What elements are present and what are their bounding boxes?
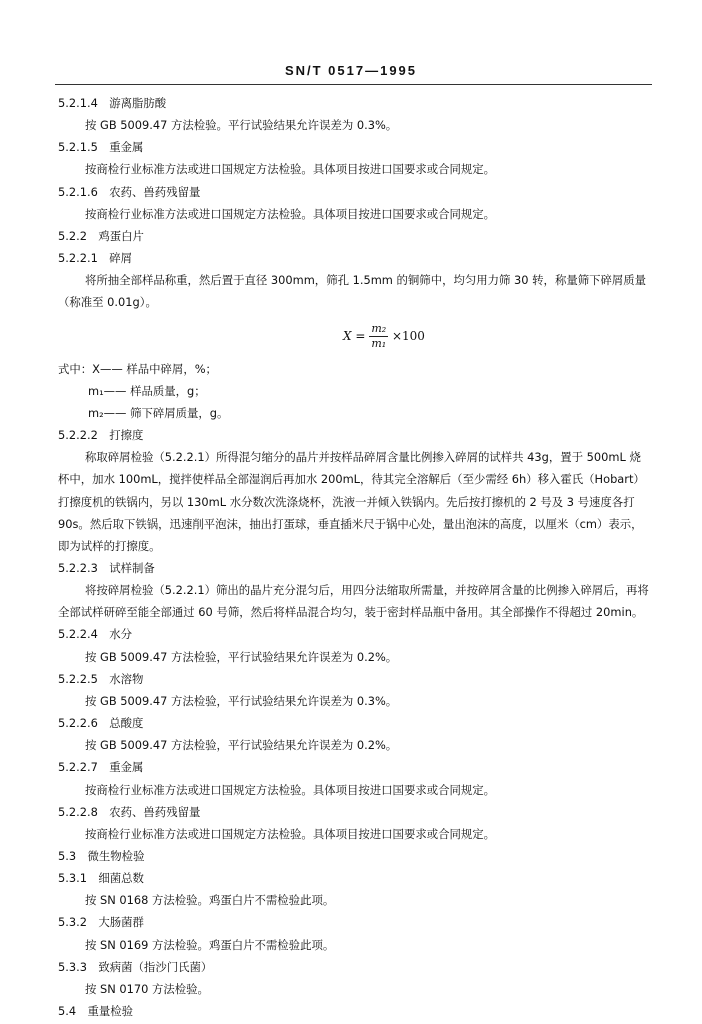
header-rule: [55, 84, 652, 85]
formula-legend-item: m₂—— 筛下碎屑质量，g。: [88, 405, 229, 420]
formula-lhs: X: [343, 328, 352, 343]
body-text: 按商检行业标准方法或进口国规定方法检验。具体项目按进口国要求或合同规定。: [85, 826, 496, 841]
body-paragraph: 称取碎屑检验（5.2.2.1）所得混匀缩分的晶片并按样品碎屑含量比例掺入碎屑的试样共 43g，置于 500mL 烧杯中，加水 100mL，搅拌使样品全部湿润后再加水 200mL，待其完全溶解后（至少需经 6h）移入霍氏（Hobart）打擦度机的铁锅内，另以 130mL 水分数次洗涤烧杯，洗液一并倾入铁锅内。先后按打擦机的 2 号及 3 号速度各打 90s。然后取下铁锅，迅速削平泡沫，抽出打蛋球，垂直插米尺于锅中心处，量出泡沫的高度，以厘米（cm）表示，即为试样的打擦度。: [58, 450, 645, 553]
section-heading: 5.2.2.6 总酸度: [58, 716, 144, 731]
formula-legend-item: m₁—— 样品质量，g；: [88, 383, 206, 398]
section-heading: 5.3.1 细菌总数: [58, 871, 144, 886]
section-heading: 5.2.1.6 农药、兽药残留量: [58, 184, 201, 199]
section-heading: 5.2.1.4 游离脂肪酸: [58, 96, 167, 110]
formula-numerator: m₂: [371, 321, 387, 335]
formula-fraction: [369, 322, 388, 351]
section-heading: 5.2.2 鸡蛋白片: [58, 228, 144, 243]
section-heading: 5.3 微生物检验: [58, 849, 145, 863]
section-heading: 5.4 重量检验: [58, 1004, 134, 1019]
section-heading: 5.2.2.1 碎屑: [58, 251, 133, 266]
standard-number-header: SN/T 0517—1995: [284, 63, 418, 78]
body-text: 按 GB 5009.47 方法检验，平行试验结果允许误差为 0.2%。: [85, 649, 398, 664]
section-heading: 5.2.2.3 试样制备: [58, 560, 155, 575]
body-text: 按商检行业标准方法或进口国规定方法检验。具体项目按进口国要求或合同规定。: [85, 206, 496, 221]
formula-denominator: m₁: [371, 336, 387, 350]
body-text: 按 SN 0170 方法检验。: [85, 981, 209, 996]
section-heading: 5.2.2.7 重金属: [58, 760, 144, 775]
body-text: 按商检行业标准方法或进口国规定方法检验。具体项目按进口国要求或合同规定。: [85, 782, 496, 797]
body-text: 按商检行业标准方法或进口国规定方法检验。具体项目按进口国要求或合同规定。: [85, 162, 496, 177]
section-heading: 5.2.2.8 农药、兽药残留量: [58, 804, 201, 819]
formula: X = $\frac{\text{m₂}}{\text{m₁}}$ ×100: [343, 321, 425, 350]
formula-legend: 式中：X—— 样品中碎屑，%；: [58, 361, 217, 376]
body-paragraph: 将按碎屑检验（5.2.2.1）筛出的晶片充分混匀后，用四分法缩取所需量，并按碎屑含量的比例掺入碎屑后，再将全部试样研碎至能全部通过 60 号筛，然后将样品混合均匀，装于密封样品瓶中备用。其全部操作不得超过 20min。: [58, 583, 649, 620]
section-heading: 5.3.3 致病菌（指沙门氏菌）: [58, 959, 213, 974]
body-text: 按 SN 0169 方法检验。鸡蛋白片不需检验此项。: [85, 937, 335, 952]
section-heading: 5.3.2 大肠菌群: [58, 915, 144, 930]
section-heading: 5.2.2.4 水分: [58, 627, 133, 642]
body-text: 按 GB 5009.47 方法检验。平行试验结果允许误差为 0.3%。: [85, 118, 398, 133]
body-text: 按 GB 5009.47 方法检验，平行试验结果允许误差为 0.3%。: [85, 693, 398, 708]
document-body: [58, 92, 650, 1022]
body-text: 按 GB 5009.47 方法检验，平行试验结果允许误差为 0.2%。: [85, 738, 398, 753]
section-heading: 5.2.2.5 水溶物: [58, 671, 144, 686]
section-heading: 5.2.1.5 重金属: [58, 140, 144, 155]
formula-rhs: ×100: [391, 328, 425, 343]
section-heading: 5.2.2.2 打擦度: [58, 428, 144, 443]
body-paragraph: 将所抽全部样品称重，然后置于直径 300mm，筛孔 1.5mm 的铜筛中，均匀用力筛 30 转，称量筛下碎屑质量（称准至 0.01g）。: [58, 273, 647, 310]
body-text: 按 SN 0168 方法检验。鸡蛋白片不需检验此项。: [85, 893, 335, 908]
